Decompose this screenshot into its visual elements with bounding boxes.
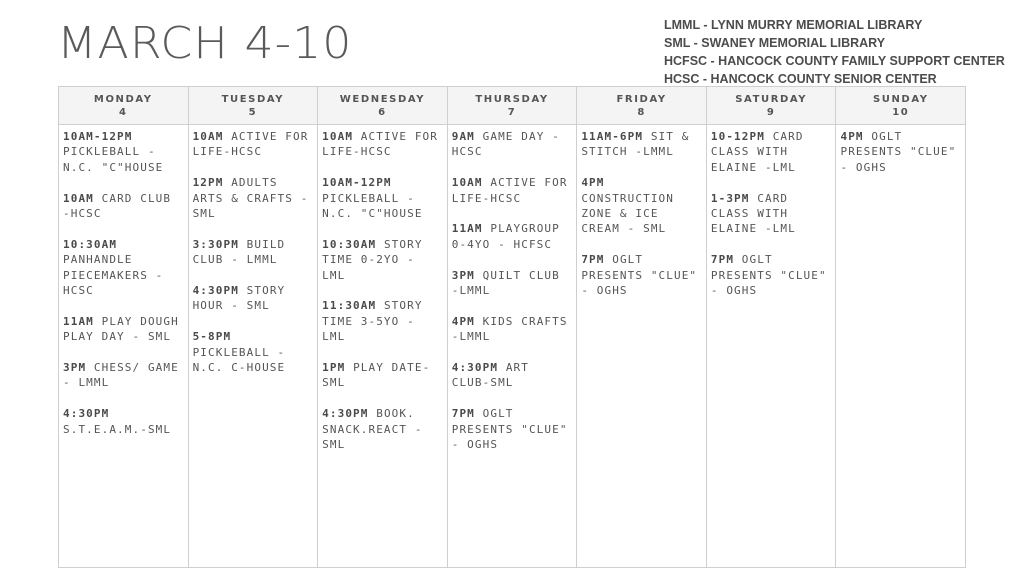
event-time: 10:30AM <box>322 237 377 251</box>
event-time: 10AM-12PM <box>322 176 392 190</box>
day-header <box>577 87 706 125</box>
event-description: BUILD CLUB - LMML <box>192 237 286 267</box>
legend-item: LMML - LYNN MURRY MEMORIAL LIBRARY <box>664 18 923 32</box>
event-list <box>577 125 706 314</box>
event-description: PICKLEBALL - N.C. "C"HOUSE <box>322 191 423 221</box>
day-name: WEDNESDAY <box>339 94 426 105</box>
event-item <box>711 252 833 298</box>
event-item <box>452 268 574 299</box>
event-description: CARD CLUB -HCSC <box>63 191 172 221</box>
event-item <box>452 129 574 160</box>
event-description: PICKLEBALL - N.C. "C"HOUSE <box>63 145 164 174</box>
event-time: 10-12PM <box>710 130 765 143</box>
event-description: OGLT PRESENTS "CLUE" - OGHS <box>840 130 957 174</box>
event-item <box>452 406 574 452</box>
event-item <box>452 360 574 391</box>
day-date: 10 <box>892 107 910 118</box>
event-time: 4PM <box>840 130 864 143</box>
day-name: SUNDAY <box>872 94 929 105</box>
event-description: STORY TIME 3-5YO - LML <box>322 299 423 344</box>
day-column-saturday <box>707 87 837 567</box>
event-time: 11AM <box>63 314 94 328</box>
event-item <box>581 129 703 160</box>
page-title: MARCH 4-10 <box>57 18 353 69</box>
event-description: CARD CLASS WITH ELAINE -LML <box>710 191 796 236</box>
event-list <box>448 125 577 468</box>
event-time: 1-3PM <box>710 191 750 205</box>
day-header <box>836 87 965 125</box>
event-description: OGLT PRESENTS "CLUE" - OGHS <box>451 407 568 452</box>
event-item <box>322 129 444 160</box>
day-header <box>318 87 447 125</box>
event-time: 12PM <box>192 176 224 190</box>
event-time: 11AM-6PM <box>581 130 644 143</box>
event-time: 3PM <box>63 361 87 375</box>
day-date: 4 <box>119 107 128 118</box>
event-description: OGLT PRESENTS "CLUE" - OGHS <box>710 253 827 298</box>
day-column-thursday <box>448 87 578 567</box>
day-column-sunday <box>836 87 965 567</box>
day-column-tuesday <box>189 87 319 567</box>
event-description: CARD CLASS WITH ELAINE -LML <box>710 130 804 174</box>
day-column-friday <box>577 87 707 567</box>
event-time: 7PM <box>581 253 605 267</box>
event-time: 10AM <box>63 191 94 205</box>
event-list <box>189 125 318 391</box>
event-time: 10:30AM <box>63 237 118 251</box>
event-description: SIT & STITCH -LMML <box>581 130 690 159</box>
event-list <box>59 125 188 452</box>
day-column-monday <box>59 87 189 567</box>
day-name: THURSDAY <box>475 94 549 105</box>
event-time: 10AM <box>451 176 483 190</box>
event-time: 4PM <box>581 176 605 190</box>
event-description: QUILT CLUB -LMML <box>451 268 560 298</box>
event-description: ART CLUB-SML <box>451 361 529 390</box>
event-description: CHESS/ GAME - LMML <box>63 361 179 390</box>
event-list <box>836 125 965 191</box>
weekly-calendar <box>58 86 966 568</box>
event-time: 11:30AM <box>322 299 377 313</box>
event-item <box>63 191 185 222</box>
event-item <box>452 175 574 206</box>
event-description: OGLT PRESENTS "CLUE" - OGHS <box>581 253 698 298</box>
event-item <box>322 406 444 452</box>
event-description: S.T.E.A.M.-SML <box>63 422 172 436</box>
day-date: 6 <box>378 107 387 118</box>
event-item <box>322 175 444 221</box>
event-item <box>193 237 315 268</box>
event-time: 11AM <box>451 222 483 236</box>
day-date: 8 <box>637 107 646 118</box>
legend-item: SML - SWANEY MEMORIAL LIBRARY <box>664 36 886 50</box>
location-legend <box>664 16 1005 88</box>
day-date: 5 <box>248 107 258 118</box>
event-list <box>318 125 447 468</box>
event-description: GAME DAY - HCSC <box>451 130 560 159</box>
event-item <box>840 129 962 175</box>
event-description: KIDS CRAFTS -LMML <box>451 314 568 344</box>
event-time: 4:30PM <box>192 284 239 298</box>
event-item <box>322 237 444 283</box>
event-item <box>452 221 574 252</box>
day-name: MONDAY <box>93 94 153 105</box>
event-description: PLAY DATE- SML <box>322 361 431 390</box>
event-description: BOOK. SNACK.REACT - SML <box>322 407 423 452</box>
event-description: CONSTRUCTION ZONE & ICE CREAM - SML <box>581 191 674 236</box>
event-item <box>193 283 315 314</box>
event-time: 1PM <box>322 361 346 375</box>
event-time: 10AM-12PM <box>63 130 133 143</box>
event-description: STORY TIME 0-2YO - LML <box>322 237 423 282</box>
day-name: SATURDAY <box>735 94 808 105</box>
event-item <box>452 314 574 345</box>
day-name: FRIDAY <box>616 94 667 105</box>
day-date: 7 <box>507 107 517 118</box>
day-date: 9 <box>766 107 776 118</box>
event-time: 5-8PM <box>192 330 232 344</box>
day-header <box>707 87 836 125</box>
event-list <box>707 125 836 314</box>
event-time: 4:30PM <box>322 407 369 421</box>
event-description: PLAY DOUGH PLAY DAY - SML <box>63 314 179 344</box>
event-description: ACTIVE FOR LIFE-HCSC <box>192 130 309 159</box>
event-item <box>63 237 185 299</box>
event-description: STORY HOUR - SML <box>192 284 286 313</box>
event-time: 3PM <box>451 268 475 282</box>
event-item <box>322 298 444 344</box>
event-time: 4:30PM <box>63 407 110 421</box>
event-item <box>193 129 315 160</box>
event-item <box>581 252 703 298</box>
legend-item: HCSC - HANCOCK COUNTY SENIOR CENTER <box>664 72 937 86</box>
event-time: 4PM <box>451 314 475 328</box>
event-item <box>193 175 315 221</box>
event-time: 3:30PM <box>192 237 239 251</box>
event-item <box>63 406 185 437</box>
event-description: ADULTS ARTS & CRAFTS -SML <box>192 176 309 221</box>
event-item <box>581 175 703 237</box>
event-description: PICKLEBALL - N.C. C-HOUSE <box>192 345 286 375</box>
event-description: PANHANDLE PIECEMAKERS - HCSC <box>63 253 164 298</box>
event-time: 4:30PM <box>451 361 499 375</box>
event-item <box>193 329 315 375</box>
event-time: 7PM <box>451 407 475 421</box>
event-item <box>711 129 833 175</box>
day-header <box>59 87 188 125</box>
event-item <box>322 360 444 391</box>
day-header <box>448 87 577 125</box>
event-time: 9AM <box>451 130 475 143</box>
event-item <box>63 360 185 391</box>
event-item <box>63 314 185 345</box>
event-description: ACTIVE FOR LIFE-HCSC <box>322 130 439 159</box>
day-column-wednesday <box>318 87 448 567</box>
legend-item: HCFSC - HANCOCK COUNTY FAMILY SUPPORT CENTER <box>664 54 1005 68</box>
event-description: PLAYGROUP 0-4YO - HCFSC <box>451 222 560 251</box>
event-time: 10AM <box>192 130 224 143</box>
event-time: 10AM <box>322 130 354 143</box>
event-item <box>711 191 833 237</box>
event-item <box>63 129 185 175</box>
day-header <box>189 87 318 125</box>
event-time: 7PM <box>710 253 735 267</box>
day-name: TUESDAY <box>221 94 285 105</box>
event-description: ACTIVE FOR LIFE-HCSC <box>451 176 568 205</box>
